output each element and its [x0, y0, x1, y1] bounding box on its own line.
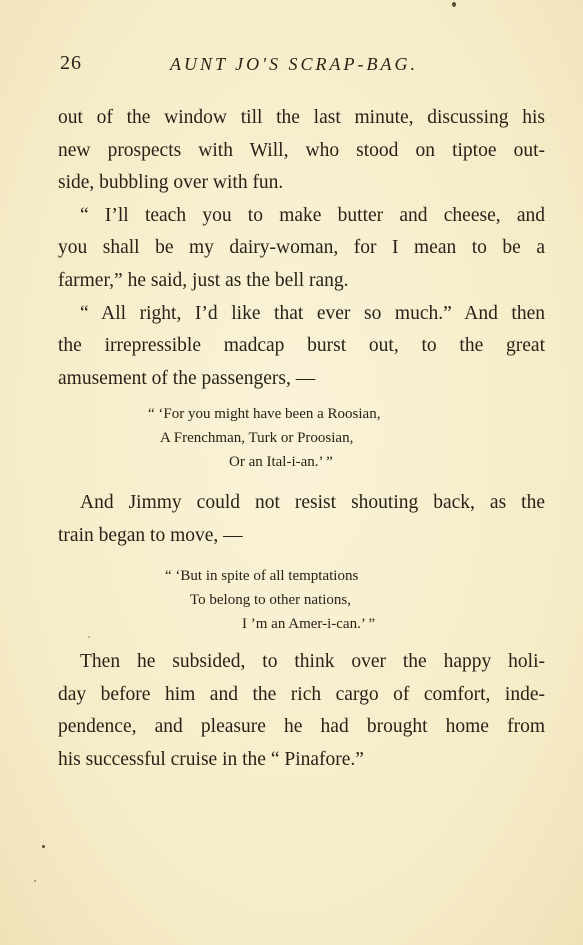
text-block-top	[58, 102, 545, 395]
verse-block	[0, 564, 583, 636]
text-line: side, bubbling over with fun.	[58, 172, 284, 194]
paragraph	[58, 487, 545, 552]
verse-line: “ ‘For you might have been a Roosian,	[148, 406, 381, 422]
text-line: And Jimmy could not resist shouting back, as the	[80, 492, 545, 513]
paragraph	[58, 646, 545, 776]
text-line: “ I’ll teach you to make butter and cheese, and	[80, 204, 545, 226]
running-title: AUNT JO'S SCRAP-BAG.	[170, 54, 418, 74]
text-line: farmer,” he said, just as the bell rang.	[58, 269, 349, 291]
verse-line: “ ‘But in spite of all temptations	[165, 568, 359, 584]
text-line: train began to move, —	[58, 524, 243, 546]
paragraph	[58, 102, 545, 200]
text-line: day before him and the rich cargo of comfort, inde-	[58, 683, 545, 705]
text-line: amusement of the passengers, —	[58, 367, 316, 389]
text-line: you shall be my dairy-woman, for I mean to be a	[58, 237, 545, 259]
page-number: 26	[60, 52, 82, 74]
text-line: Then he subsided, to think over the happy holi-	[80, 651, 545, 672]
text-block-bottom	[58, 646, 545, 776]
verse-line: Or an Ital-i-an.’ ”	[229, 454, 333, 470]
text-line: the irrepressible madcap burst out, to the great	[58, 335, 545, 357]
ink-speck	[452, 2, 456, 7]
verse-line: I ’m an Amer-i-can.’ ”	[242, 616, 376, 632]
verse-line: To belong to other nations,	[190, 592, 352, 608]
paragraph	[58, 298, 545, 396]
ink-speck	[34, 880, 36, 882]
ink-speck	[88, 636, 90, 638]
page-header	[60, 52, 545, 82]
text-line: his successful cruise in the “ Pinafore.”	[58, 748, 364, 770]
text-block-middle	[58, 487, 545, 552]
text-line: pendence, and pleasure he had brought home from	[58, 716, 545, 738]
verse-block	[0, 402, 583, 474]
text-line: out of the window till the last minute, discussing his	[58, 107, 545, 128]
paragraph	[58, 200, 545, 298]
ink-speck	[42, 845, 45, 848]
verse-line: A Frenchman, Turk or Proosian,	[160, 430, 354, 446]
text-line: new prospects with Will, who stood on tiptoe out-	[58, 139, 545, 161]
text-line: “ All right, I’d like that ever so much.” And then	[80, 302, 545, 324]
